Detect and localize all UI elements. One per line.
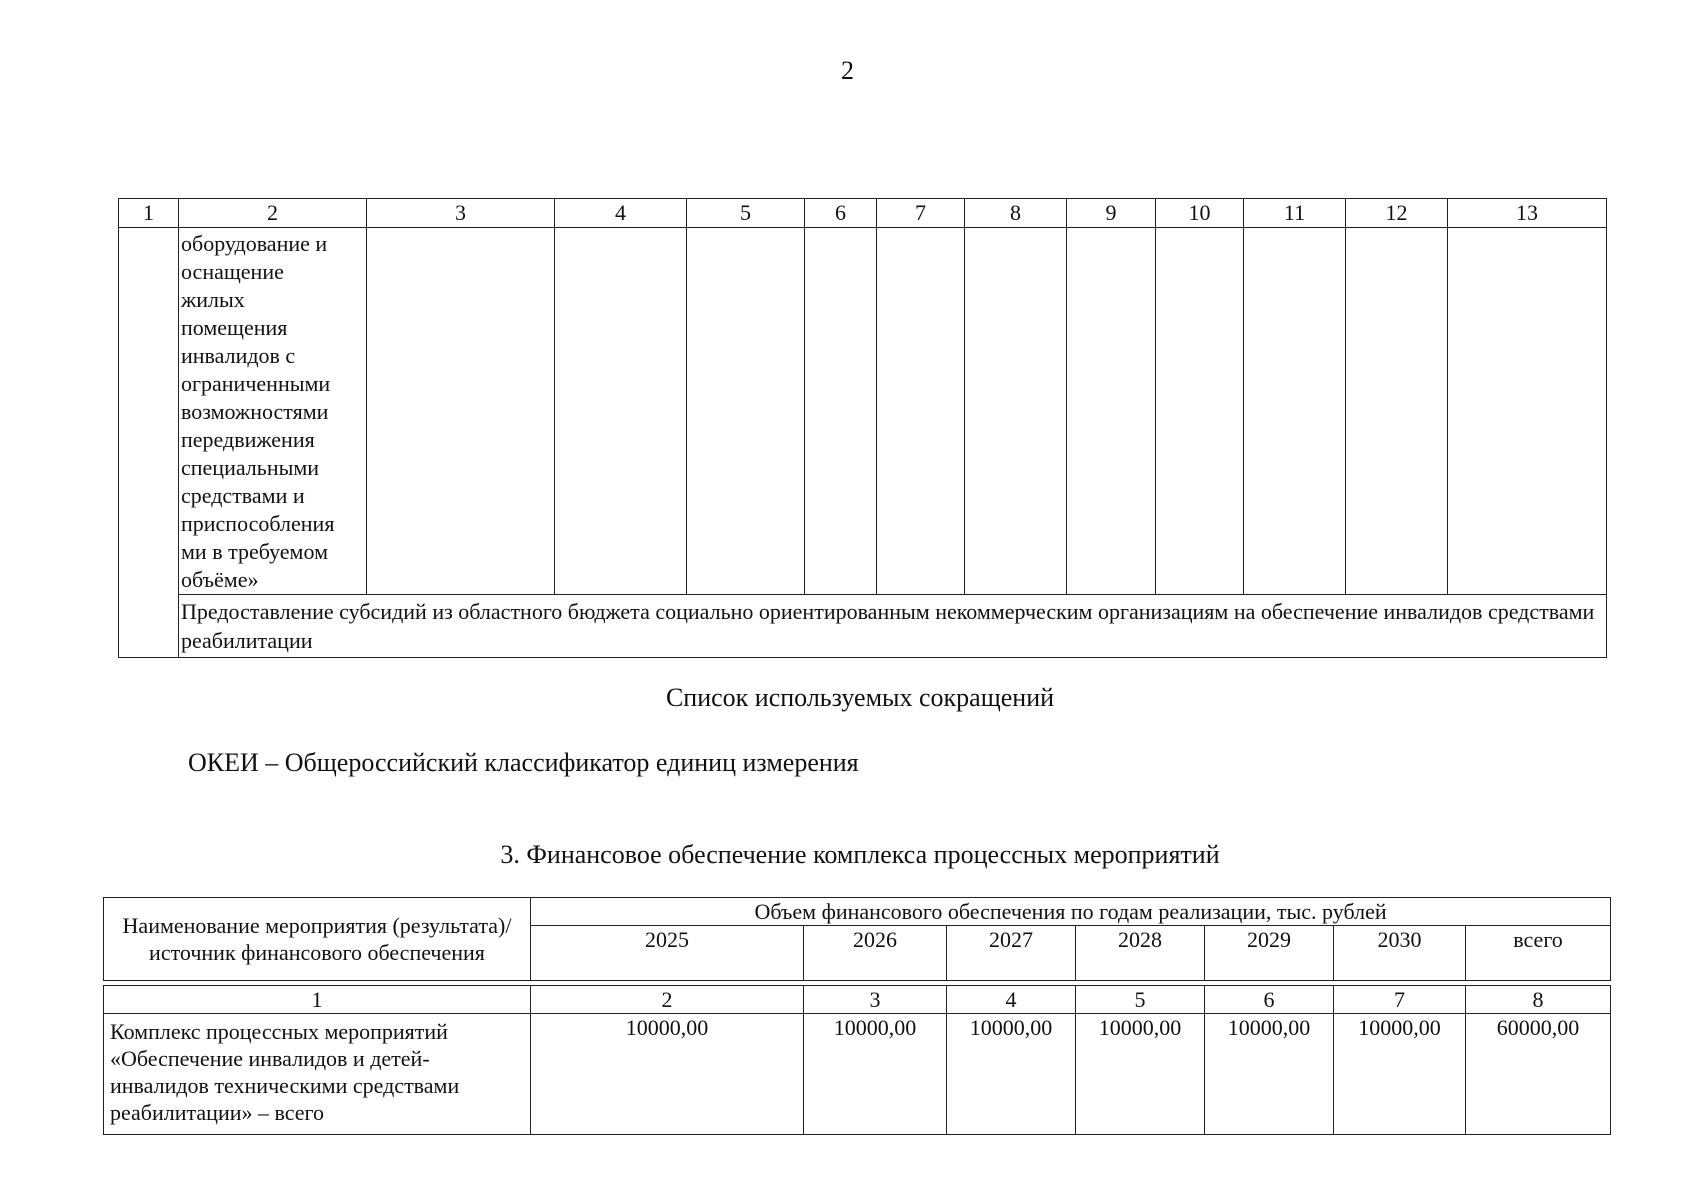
column-number: 4	[555, 199, 687, 228]
column-number: 8	[965, 199, 1067, 228]
column-number: 7	[877, 199, 965, 228]
amount-cell: 10000,00	[1334, 1014, 1466, 1135]
measures-table	[118, 198, 1607, 658]
column-number: 3	[804, 986, 947, 1014]
header-row	[104, 898, 1611, 926]
column-number: 11	[1244, 199, 1346, 228]
table-row	[104, 1014, 1611, 1135]
column-number: 13	[1448, 199, 1607, 228]
column-number: 3	[367, 199, 555, 228]
year-header: 2026	[804, 926, 947, 981]
column-number-row	[119, 199, 1607, 228]
year-header: 2028	[1076, 926, 1205, 981]
year-header: 2025	[531, 926, 804, 981]
table-cell	[1448, 228, 1607, 595]
column-number: 6	[805, 199, 877, 228]
table-cell	[1156, 228, 1244, 595]
table-cell	[1244, 228, 1346, 595]
column-number: 2	[531, 986, 804, 1014]
year-header: 2030	[1334, 926, 1466, 981]
column-number: 4	[947, 986, 1076, 1014]
amount-cell: 10000,00	[531, 1014, 804, 1135]
table-cell	[119, 228, 179, 658]
table-cell	[367, 228, 555, 595]
column-number: 10	[1156, 199, 1244, 228]
amount-cell: 10000,00	[804, 1014, 947, 1135]
column-number: 8	[1466, 986, 1611, 1014]
total-header: всего	[1466, 926, 1611, 981]
table-cell	[965, 228, 1067, 595]
column-number: 1	[119, 199, 179, 228]
abbreviations-title: Список используемых сокращений	[665, 683, 1055, 712]
column-number: 9	[1067, 199, 1156, 228]
column-number: 1	[104, 986, 531, 1014]
measure-name: Комплекс процессных мероприятий «Обеспечение инвалидов и детей-инвалидов техническими средствами реабилитации» – всего	[104, 1014, 531, 1135]
year-header: 2029	[1205, 926, 1334, 981]
column-number: 6	[1205, 986, 1334, 1014]
amount-cell: 10000,00	[1076, 1014, 1205, 1135]
column-number-row	[104, 986, 1611, 1014]
column-number: 5	[687, 199, 805, 228]
table-cell	[687, 228, 805, 595]
column-number: 2	[179, 199, 367, 228]
table-cell	[555, 228, 687, 595]
table-cell	[1346, 228, 1448, 595]
column-number: 5	[1076, 986, 1205, 1014]
total-amount-cell: 60000,00	[1466, 1014, 1611, 1135]
page-number: 2	[841, 56, 854, 85]
table-cell	[877, 228, 965, 595]
amount-cell: 10000,00	[947, 1014, 1076, 1135]
table-row	[119, 595, 1607, 658]
volume-header: Объем финансового обеспечения по годам реализации, тыс. рублей	[531, 898, 1611, 926]
table-cell	[805, 228, 877, 595]
finance-section-title: 3. Финансовое обеспечение комплекса процессных мероприятий	[500, 840, 1220, 869]
subsidy-note: Предоставление субсидий из областного бюджета социально ориентированным некоммерческим организациям на обеспечение инвалидов средствами реабилитации	[179, 595, 1607, 658]
finance-table	[103, 897, 1611, 1135]
column-number: 12	[1346, 199, 1448, 228]
abbreviation-okei: ОКЕИ – Общероссийский классификатор единиц измерения	[188, 748, 859, 777]
name-column-header: Наименование мероприятия (результата)/ источник финансового обеспечения	[104, 898, 531, 981]
amount-cell: 10000,00	[1205, 1014, 1334, 1135]
column-number: 7	[1334, 986, 1466, 1014]
table-row	[119, 228, 1607, 595]
measure-description: оборудование и оснащение жилых помещения инвалидов с ограниченными возможностями передвижения специальными средствами и приспособления ми в требуемом объёме»	[179, 228, 367, 595]
table-cell	[1067, 228, 1156, 595]
year-header: 2027	[947, 926, 1076, 981]
